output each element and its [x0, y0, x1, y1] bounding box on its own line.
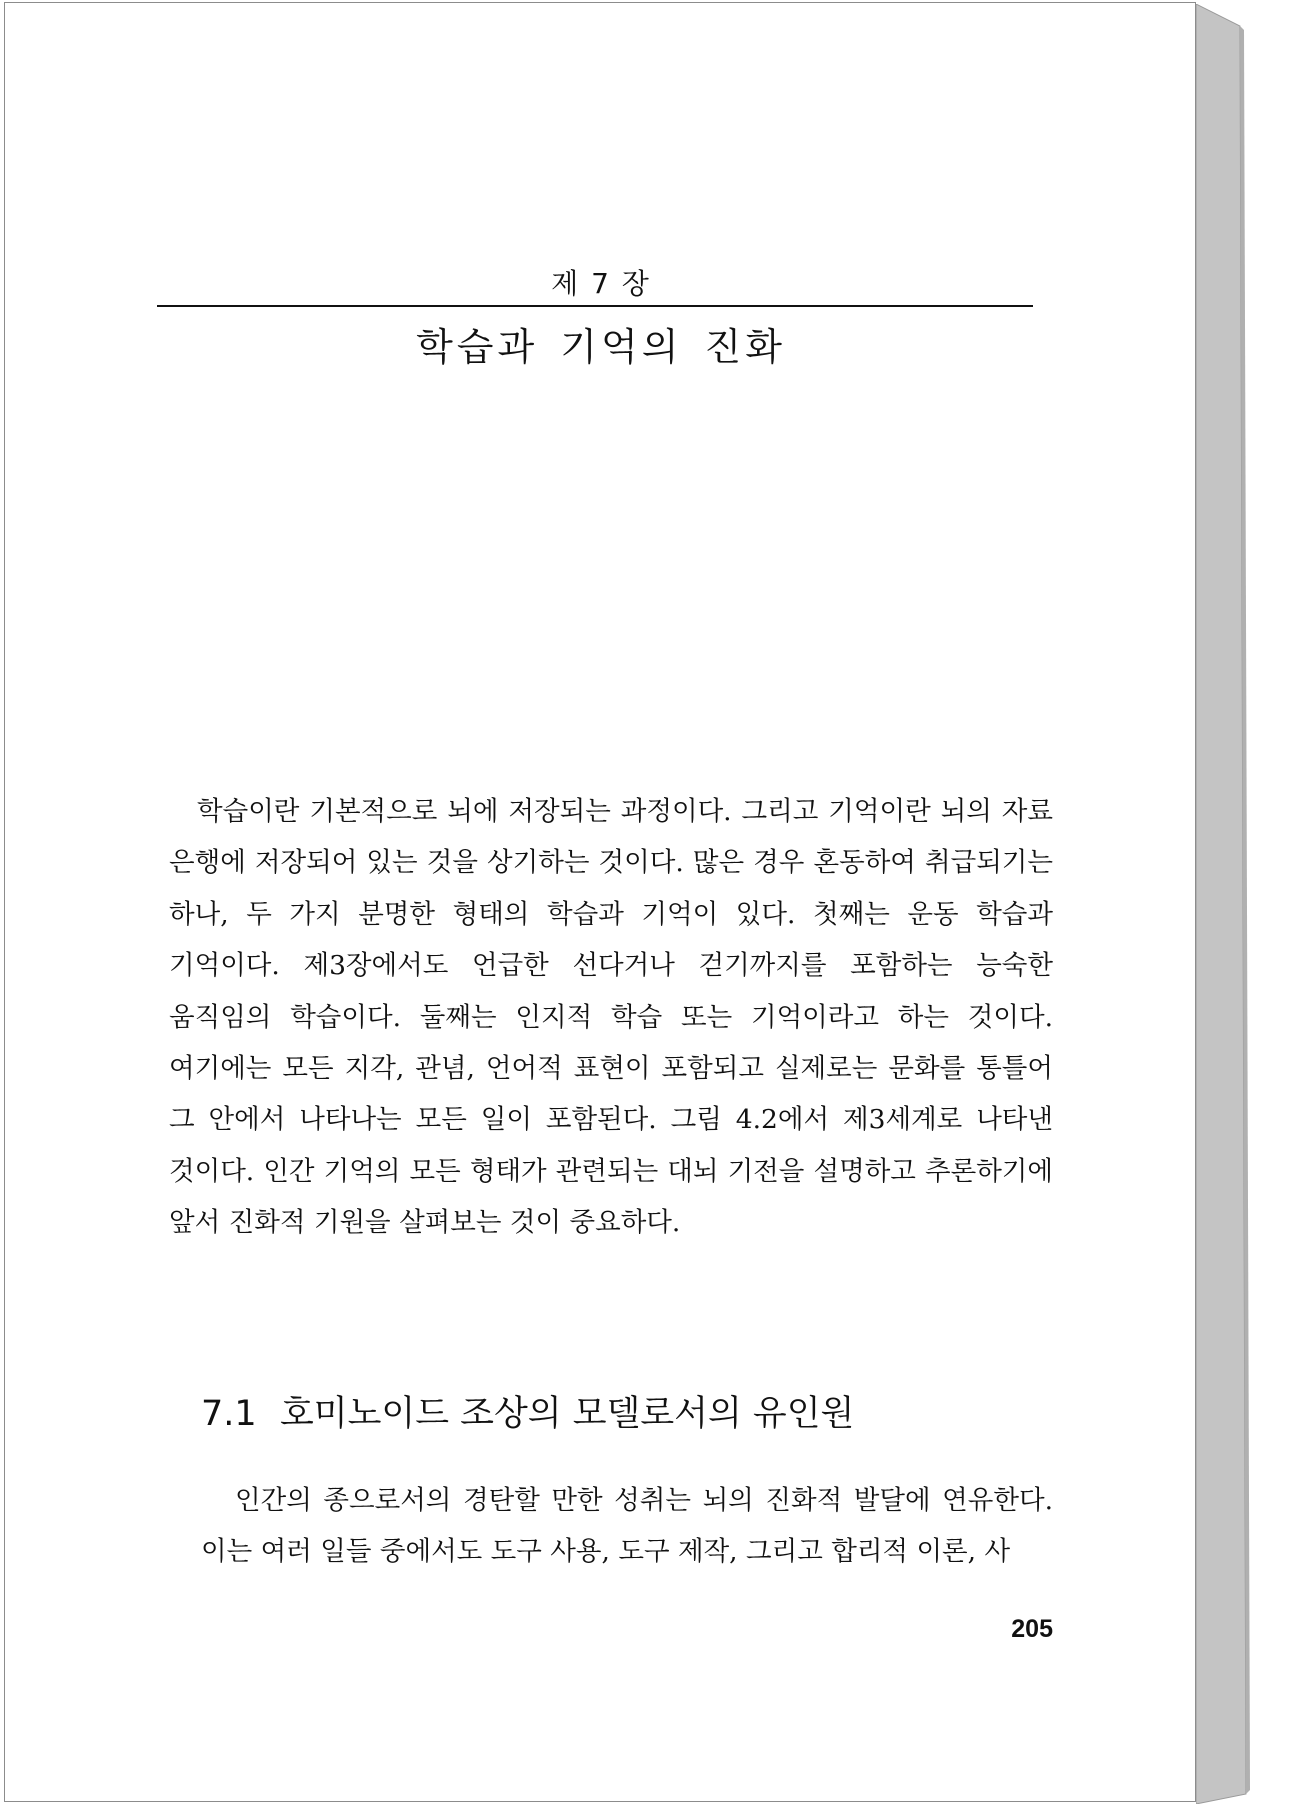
- section-heading: [201, 1386, 854, 1436]
- intro-paragraph: 학습이란 기본적으로 뇌에 저장되는 과정이다. 그리고 기억이란 뇌의 자료 은행에 저장되어 있는 것을 상기하는 것이다. 많은 경우 혼동하여 취급되기는 하나, 두 가지 분명한 형태의 학습과 기억이 있다. 첫째는 운동 학습과 기억이다. 제3장에서도 언급한 선다거나 걷기까지를 포함하는 능숙한 움직임의 학습이다. 둘째는 인지적 학습 또는 기억이라고 하는 것이다. 여기에는 모든 지각, 관념, 언어적 표현이 포함되고 실제로는 문화를 통틀어 그 안에서 나타나는 모든 일이 포함된다. 그림 4.2에서 제3세계로 나타낸 것이다. 인간 기억의 모든 형태가 관련되는 대뇌 기전을 설명하고 추론하기에 앞서 진화적 기원을 살펴보는 것이 중요하다.: [169, 796, 1053, 1239]
- section-paragraph: 인간의 종으로서의 경탄할 만한 성취는 뇌의 진화적 발달에 연유한다. 이는 여러 일들 중에서도 도구 사용, 도구 제작, 그리고 합리적 이론, 사: [201, 1485, 1053, 1568]
- page-edge-shading: [1196, 4, 1252, 1804]
- chapter-divider-rule: [157, 305, 1033, 307]
- chapter-title: 학습과 기억의 진화: [416, 325, 786, 369]
- section-number: 7.1: [201, 1394, 257, 1434]
- book-page: [4, 2, 1196, 1802]
- section-title: 호미노이드 조상의 모델로서의 유인원: [280, 1394, 855, 1434]
- chapter-label: 제 7 장: [551, 267, 651, 300]
- page-number: 205: [1011, 1615, 1053, 1643]
